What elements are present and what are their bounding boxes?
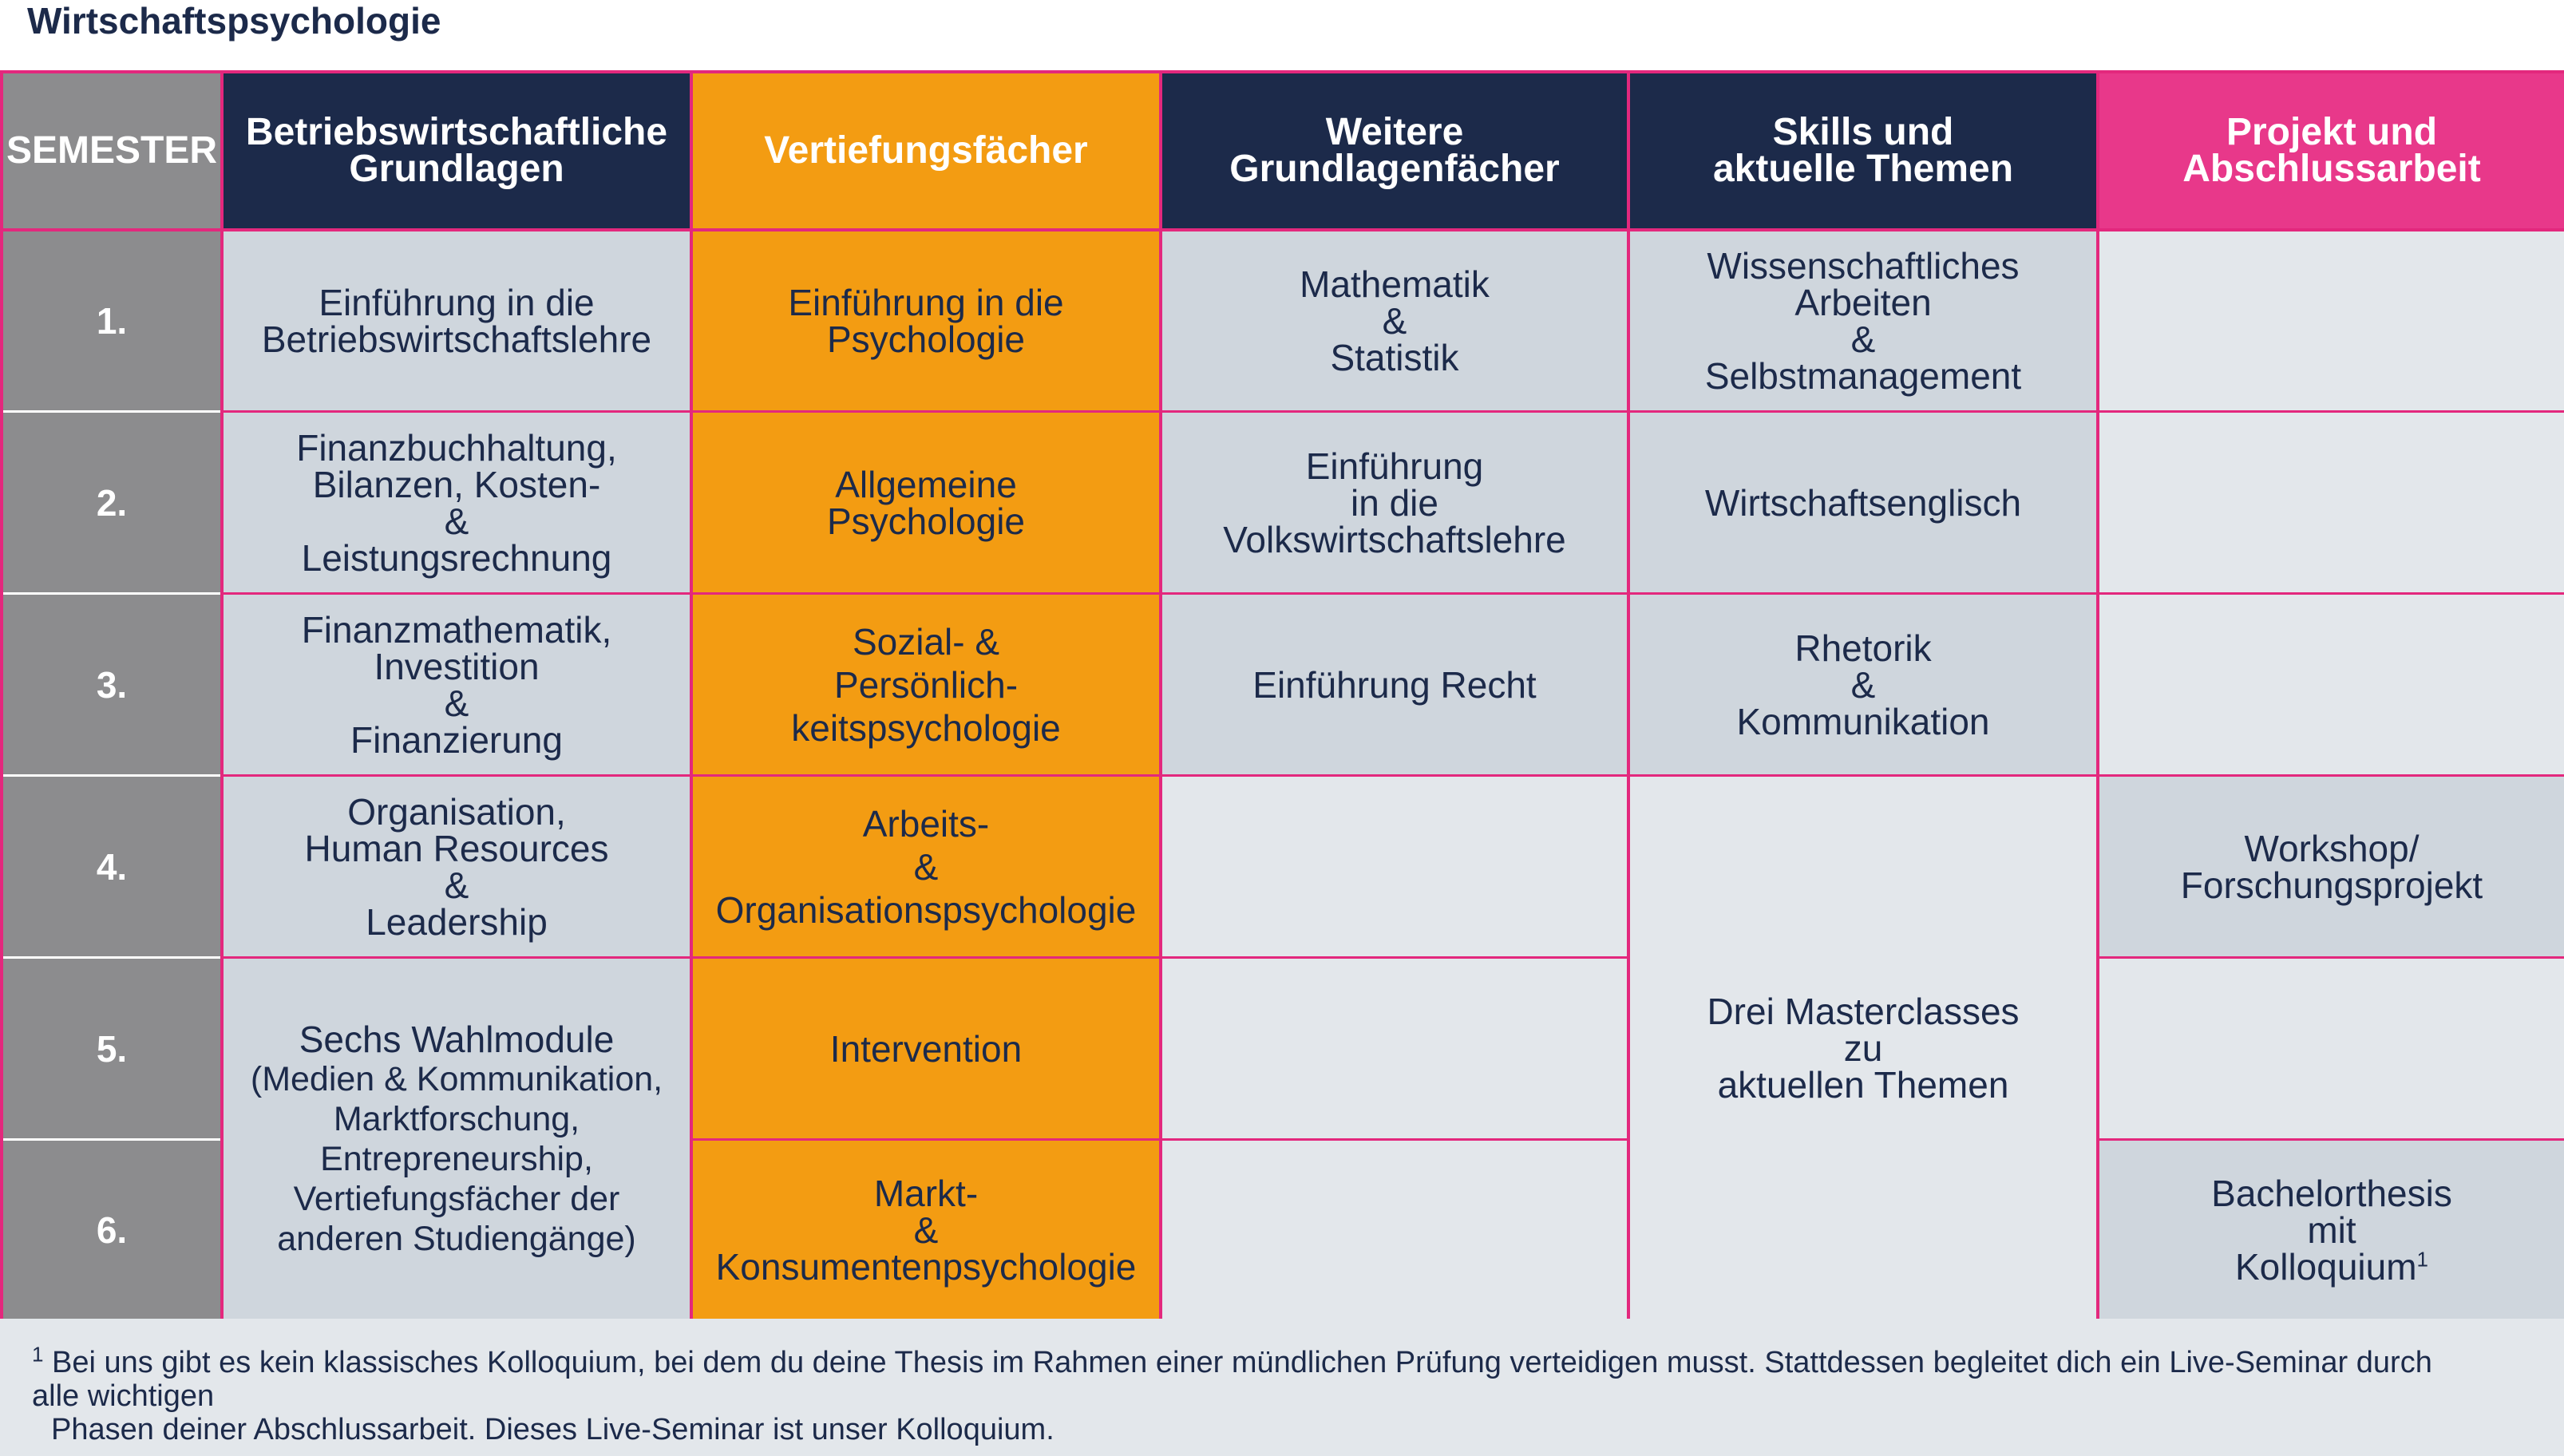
semester-6: 6. xyxy=(3,1141,220,1319)
footnote-marker: 1 xyxy=(32,1342,44,1367)
header-weitere: Weitere Grundlagenfächer xyxy=(1162,73,1627,228)
vertiefung-cell-5: Intervention xyxy=(693,959,1159,1138)
vertiefung-cell-6: Markt- & Konsumentenpsychologie xyxy=(693,1141,1159,1319)
vertiefung-cell-3: Sozial- & Persönlich- keitspsychologie xyxy=(693,595,1159,774)
weitere-cell-6 xyxy=(1162,1141,1627,1319)
footnote xyxy=(0,1319,2564,1456)
row-divider xyxy=(3,1138,220,1141)
vertiefung-cell-4: Arbeits- & Organisationspsychologie xyxy=(693,777,1159,956)
projekt-cell-5 xyxy=(2099,959,2564,1138)
row-divider xyxy=(3,410,220,413)
row-divider xyxy=(3,774,220,777)
weitere-cell-5 xyxy=(1162,959,1627,1138)
semester-1: 1. xyxy=(3,231,220,410)
footnote-reference: 1 xyxy=(2416,1247,2429,1272)
weitere-cell-4 xyxy=(1162,777,1627,956)
header-projekt: Projekt und Abschlussarbeit xyxy=(2099,73,2564,228)
skills-cell-3: Rhetorik & Kommunikation xyxy=(1630,595,2096,774)
projekt-cell-2 xyxy=(2099,413,2564,592)
projekt-cell-thesis: Bachelorthesis mit Kolloquium$^1$ xyxy=(2099,1141,2564,1319)
row-divider xyxy=(3,956,220,959)
header-semester: SEMESTER xyxy=(3,73,220,228)
footnote-line-2: Phasen deiner Abschlussarbeit. Dieses Live-Seminar ist unser Kolloquium. xyxy=(51,1413,1054,1446)
vertiefung-cell-1: Einführung in die Psychologie xyxy=(693,231,1159,410)
weitere-cell-2: Einführung in die Volkswirtschaftslehre xyxy=(1162,413,1627,592)
vertiefung-cell-2: Allgemeine Psychologie xyxy=(693,413,1159,592)
projekt-cell-3 xyxy=(2099,595,2564,774)
footnote-line-1: $^1$ Bei uns gibt es kein klassisches Kolloquium, bei dem du deine Thesis im Rahmen einer mündlichen Prüfung verteidigen musst. Stattdessen begleitet dich ein Live-Seminar durch alle wichtigen xyxy=(32,1342,2432,1413)
semester-5: 5. xyxy=(3,959,220,1138)
semester-4: 4. xyxy=(3,777,220,956)
projekt-cell-workshop: Workshop/ Forschungsprojekt xyxy=(2099,777,2564,956)
skills-cell-2: Wirtschaftsenglisch xyxy=(1630,413,2096,592)
bwl-cell-5-6: Sechs Wahlmodule (Medien & Kommunikation, Marktforschung, Entrepreneurship, Vertiefungsfächer der anderen Studiengänge) xyxy=(224,959,690,1319)
semester-3: 3. xyxy=(3,595,220,774)
header-vertiefung: Vertiefungsfächer xyxy=(693,73,1159,228)
skills-cell-4-6: Drei Masterclasses zu aktuellen Themen xyxy=(1630,777,2096,1319)
weitere-cell-3: Einführung Recht xyxy=(1162,595,1627,774)
bwl-cell-2: Finanzbuchhaltung, Bilanzen, Kosten- & Leistungsrechnung xyxy=(224,413,690,592)
semester-2: 2. xyxy=(3,413,220,592)
row-divider xyxy=(3,592,220,595)
bwl-cell-1: Einführung in die Betriebswirtschaftslehre xyxy=(224,231,690,410)
thesis-line-3: Kolloquium$^1$ xyxy=(2234,1245,2429,1288)
header-skills: Skills und aktuelle Themen xyxy=(1630,73,2096,228)
header-bwl: Betriebswirtschaftliche Grundlagen xyxy=(224,73,690,228)
page-title: Wirtschaftspsychologie xyxy=(27,0,441,42)
weitere-cell-1: Mathematik & Statistik xyxy=(1162,231,1627,410)
projekt-cell-1 xyxy=(2099,231,2564,410)
bwl-cell-4: Organisation, Human Resources & Leadership xyxy=(224,777,690,956)
curriculum-table xyxy=(0,70,2564,1319)
bwl-cell-3: Finanzmathematik, Investition & Finanzierung xyxy=(224,595,690,774)
skills-cell-1: Wissenschaftliches Arbeiten & Selbstmanagement xyxy=(1630,231,2096,410)
